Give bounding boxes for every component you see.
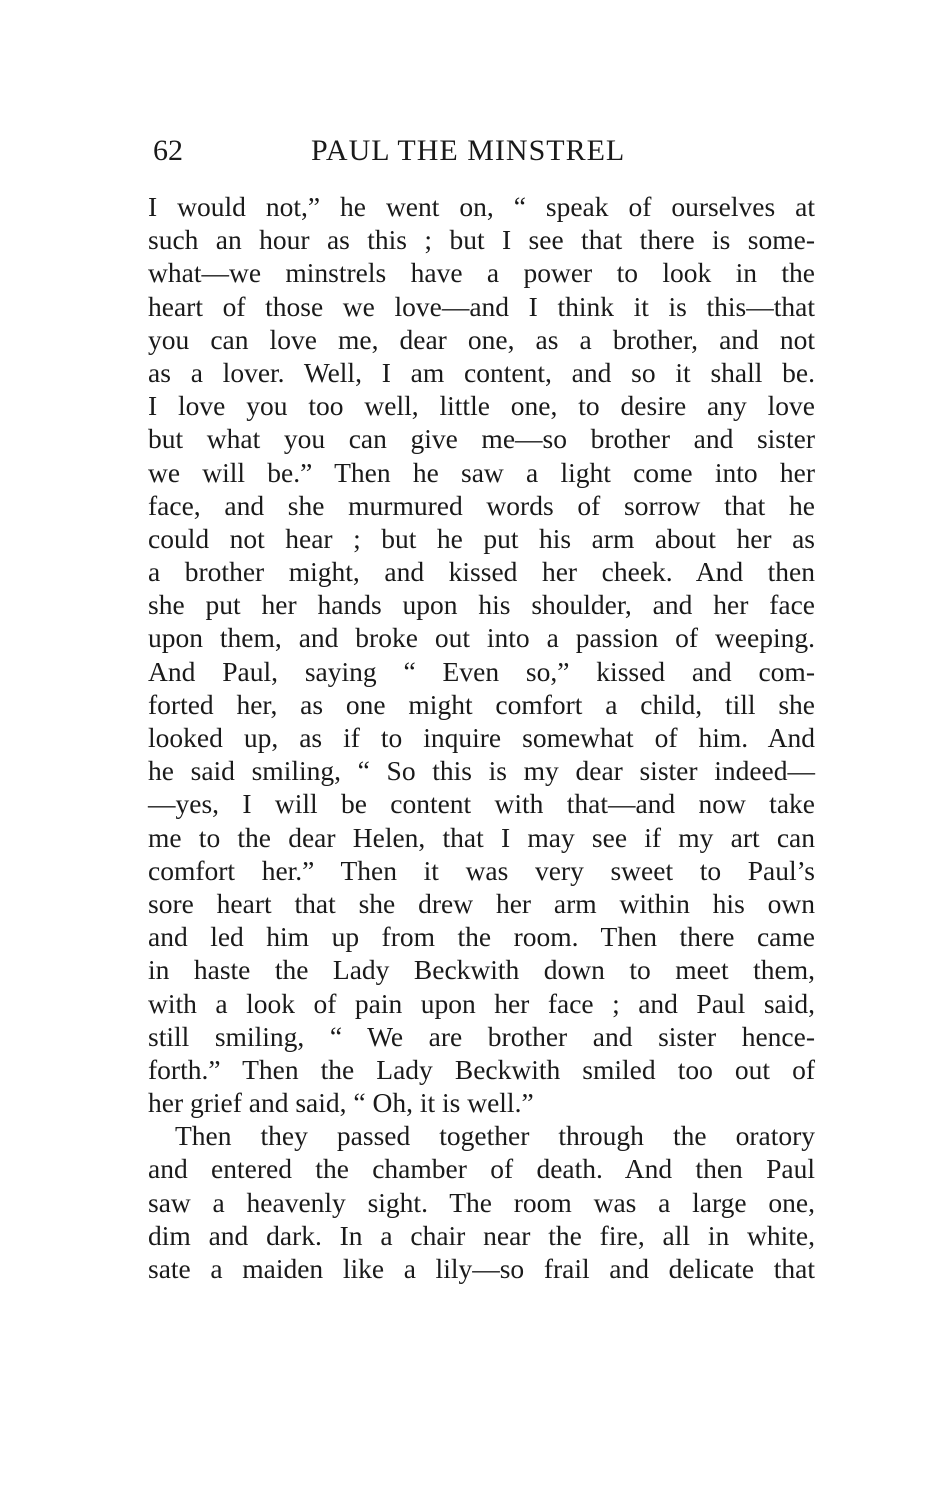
text-line: forted her, as one might comfort a child, till she: [148, 688, 815, 720]
text-line: her grief and said, “ Oh, it is well.”: [148, 1087, 534, 1119]
text-line: upon them, and broke out into a passion of weeping.: [148, 622, 815, 654]
text-line: forth.” Then the Lady Beckwith smiled too out of: [148, 1053, 815, 1085]
text-line: in haste the Lady Beckwith down to meet them,: [148, 954, 815, 986]
text-line: with a look of pain upon her face ; and Paul said,: [148, 987, 815, 1019]
text-line: you can love me, dear one, as a brother, and not: [148, 323, 815, 355]
running-title: PAUL THE MINSTREL: [311, 134, 626, 167]
text-line: me to the dear Helen, that I may see if my art can: [148, 821, 815, 853]
text-line: and led him up from the room. Then there came: [148, 921, 815, 953]
text-line: we will be.” Then he saw a light come into her: [148, 456, 815, 488]
text-line: sate a maiden like a lily—so frail and delicate that: [148, 1253, 815, 1284]
text-line: sore heart that she drew her arm within his own: [148, 887, 815, 919]
text-line: —yes, I will be content with that—and now take: [148, 788, 815, 820]
body-text: [148, 190, 815, 1285]
text-line: dim and dark. In a chair near the fire, all in white,: [148, 1219, 815, 1251]
text-line: looked up, as if to inquire somewhat of him. And: [148, 722, 815, 753]
text-line: she put her hands upon his shoulder, and her face: [148, 589, 815, 621]
text-line: face, and she murmured words of sorrow that he: [148, 489, 815, 521]
text-line: comfort her.” Then it was very sweet to Paul’s: [148, 854, 815, 886]
text-line: And Paul, saying “ Even so,” kissed and com-: [148, 655, 815, 687]
text-line: and entered the chamber of death. And then Paul: [148, 1153, 815, 1185]
text-line: as a lover. Well, I am content, and so it shall be.: [148, 356, 815, 388]
paragraph: [148, 190, 815, 1119]
page-header: [153, 131, 815, 171]
text-line: a brother might, and kissed her cheek. And then: [148, 556, 815, 588]
text-line: could not hear ; but he put his arm about her as: [148, 522, 815, 554]
text-line: still smiling, “ We are brother and sister hence-: [148, 1020, 815, 1052]
text-line: Then they passed together through the oratory: [175, 1120, 815, 1152]
text-line: he said smiling, “ So this is my dear sister indeed—: [148, 755, 815, 787]
paragraph: [148, 1119, 815, 1285]
text-line: such an hour as this ; but I see that there is some-: [148, 224, 815, 256]
text-line: I would not,” he went on, “ speak of ourselves at: [148, 191, 815, 222]
text-line: heart of those we love—and I think it is this—that: [148, 290, 815, 322]
text-line: saw a heavenly sight. The room was a large one,: [148, 1186, 815, 1218]
text-line: I love you too well, little one, to desire any love: [148, 390, 815, 422]
text-line: what—we minstrels have a power to look in the: [148, 257, 815, 289]
page-number: 62: [153, 134, 183, 167]
text-line: but what you can give me—so brother and sister: [148, 423, 815, 455]
